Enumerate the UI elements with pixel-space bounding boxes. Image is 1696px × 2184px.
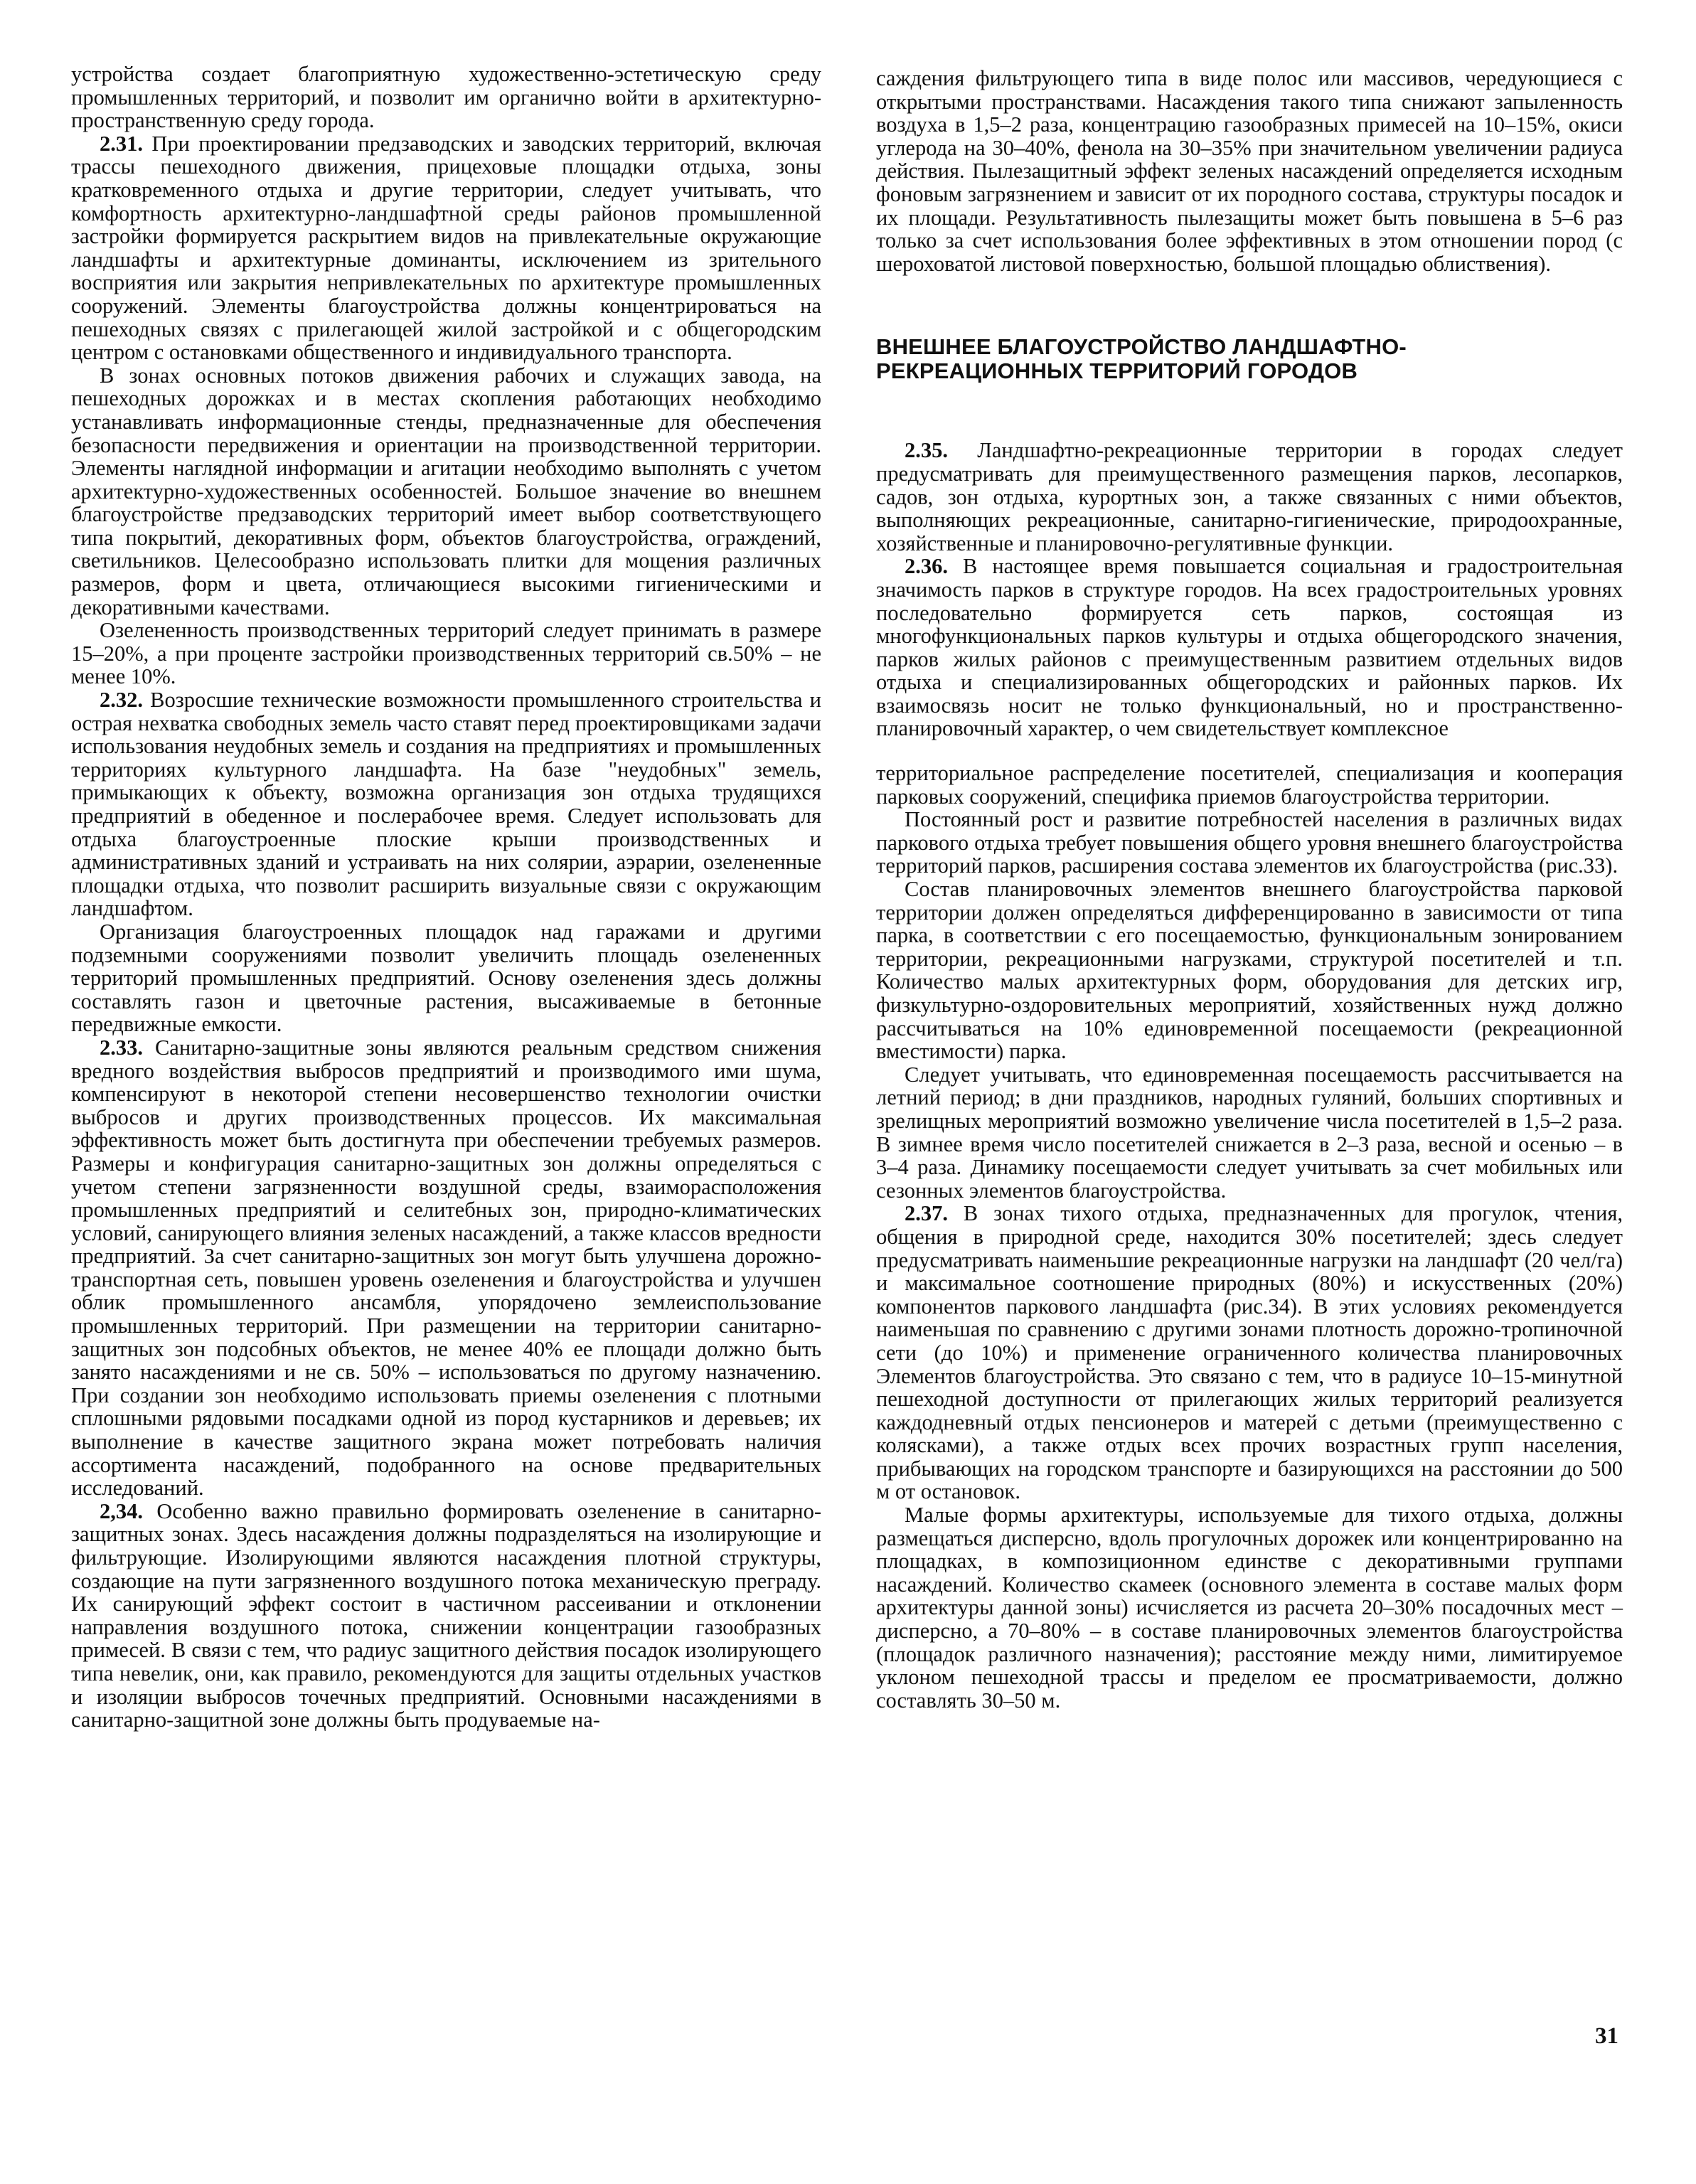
- paragraph: [876, 555, 1623, 740]
- clause-number: 2.33.: [100, 1035, 143, 1060]
- paragraph-text: В настоящее время повышается социальная и градостроительная значимость парков в структуре городов. На всех градостроительных уровнях последовательно формируется сеть парков, состоящая из многофункциональных парков культуры и отдыха общегородского значения, парков жилых районов с преимущественным развитием отдельных видов отдыха и специализированных общегородских и районных парков. Их взаимосвязь носит не только функциональный, но и пространственно-планировочный характер, о чем свидетельствует комплексное: [876, 554, 1623, 741]
- paragraph-text: Состав планировочных элементов внешнего благоустройства парковой территории должен определяться дифференцированно в зависимости от типа парка, в соответствии с его посещаемостью, функциональным зонированием территории, рекреационными нагрузками, структурой посетителей и т.п. Количество малых архитектурных форм, оборудования для детских игр, физкультурно-оздоровительных мероприятий, хозяйственных нужд должно рассчитываться на 10% единовременной посещаемости (рекреационной вместимости) парка.: [876, 877, 1623, 1064]
- column-break-gap: [876, 740, 1623, 762]
- paragraph: [71, 920, 821, 1036]
- paragraph: [71, 619, 821, 688]
- paragraph-text: Озелененность производственных территорий следует принимать в размере 15–20%, а при проценте застройки производственных территорий св.50% – не менее 10%.: [71, 618, 821, 689]
- paragraph: [71, 364, 821, 619]
- right-column-top-text: [876, 67, 1623, 275]
- section-heading-line-1: ВНЕШНЕЕ БЛАГОУСТРОЙСТВО ЛАНДШАФТНО-: [876, 334, 1407, 360]
- paragraph: [71, 63, 821, 132]
- clause-number: 2.31.: [100, 131, 143, 156]
- paragraph: [876, 1503, 1623, 1712]
- paragraph: [71, 1500, 821, 1732]
- clause-number: 2,34.: [100, 1498, 143, 1523]
- clause-number: 2.36.: [905, 554, 948, 579]
- paragraph-text: Особенно важно правильно формировать озеленение в санитарно-защитных зонах. Здесь насаждения должны подразделяться на изолирующие и фильтрующие. Изолирующими являются насаждения плотной структуры, создающие на пути загрязненного воздушного потока механическую преграду. Их санирующий эффект состоит в частичном рассеивании и отклонении направления воздушного потока, снижении концентрации газообразных примесей. В связи с тем, что радиус защитного действия посадок изолирующего типа невелик, они, как правило, рекомендуются для защиты отдельных участков и изоляции выбросов точечных предприятий. Основными насаждениями в санитарно-защитной зоне должны быть продуваемые на-: [71, 1498, 821, 1732]
- paragraph: [876, 1202, 1623, 1503]
- paragraph-text: При проектировании предзаводских и заводских территорий, включая трассы пешеходного движения, прицеховые площадки отдыха, зоны кратковременного отдыха и другие территории, следует учитывать, что комфортность архитектурно-ландшафтной среды районов промышленной застройки формируется раскрытием видов на привлекательные окружающие ландшафты и архитектурные доминанты, исключением из зрительного восприятия или закрытия непривлекательных по архитектуре промышленных сооружений. Элементы благоустройства должны концентрироваться на пешеходных связях с прилегающей жилой застройкой и с общегородским центром с остановками общественного и индивидуального транспорта.: [71, 131, 821, 365]
- clause-number: 2.35.: [905, 438, 948, 463]
- paragraph: [876, 878, 1623, 1063]
- paragraph: [876, 762, 1623, 808]
- left-column: [71, 63, 821, 1732]
- section-heading: [876, 335, 1623, 383]
- paragraph-text: Возросшие технические возможности промышленного строительства и острая нехватка свободных земель часто ставят перед проектировщиками задачи использования неудобных земель и создания на предприятиях и промышленных территориях культурного ландшафта. На базе "неудобных" земель, примыкающих к объекту, возможна организация зон отдыха трудящихся предприятий в обеденное и послерабочее время. Следует использовать для отдыха благоустроенные плоские крыши производственных и административных зданий и устраивать на них солярии, аэрарии, озелененные площадки отдыха, что позволит расширить визуальные связи с окружающим ландшафтом.: [71, 688, 821, 921]
- paragraph: [71, 1036, 821, 1500]
- paragraph-text: территориальное распределение посетителей, специализация и кооперация парковых сооружений, специфика приемов благоустройства территории.: [876, 761, 1623, 809]
- clause-number: 2.32.: [100, 688, 143, 713]
- paragraph-text: Организация благоустроенных площадок над гаражами и другими подземными сооружениями позволит увеличить площадь озелененных территорий промышленных предприятий. Основу озеленения здесь должны составлять газон и цветочные растения, высаживаемые в бетонные передвижные емкости.: [71, 919, 821, 1037]
- paragraph: [876, 439, 1623, 555]
- paragraph: [876, 808, 1623, 878]
- paragraph: [876, 67, 1623, 275]
- clause-number: 2.37.: [905, 1201, 948, 1226]
- right-column: [876, 67, 1623, 1712]
- paragraph-text: В зонах тихого отдыха, предназначенных для прогулок, чтения, общения в природной среде, находится 30% посетителей; здесь следует предусматривать наименьшие рекреационные нагрузки на ландшафт (20 чел/га) и максимальное соотношение природных (80%) и искусственных (20%) компонентов паркового ландшафта (рис.34). В этих условиях рекомендуется наименьшая по сравнению с другими зонами плотность дорожно-тропиночной сети (до 10%) и применение ограниченного количества планировочных Элементов благоустройства. Это связано с тем, что в радиусе 10–15-минутной пешеходной доступности от прилегающих жилых территорий реализуется каждодневный отдых пенсионеров и матерей с детьми (преимущественно с колясками), а также отдых всех прочих возрастных групп населения, прибывающих на городском транспорте и базирующихся на расстоянии до 500 м от остановок.: [876, 1201, 1623, 1504]
- paragraph: [71, 688, 821, 920]
- paragraph-text: саждения фильтрующего типа в виде полос или массивов, чередующиеся с открытыми пространствами. Насаждения такого типа снижают запыленность воздуха в 1,5–2 раза, концентрацию газообразных примесей на 10–15%, окиси углерода на 30–40%, фенола на 30–35% при значительном увеличении радиуса действия. Пылезащитный эффект зеленых насаждений определяется исходным фоновым загрязнением и зависит от их породного состава, структуры посадок и их площади. Результативность пылезащиты может быть повышена в 5–6 раз только за счет использования более эффективных в этом отношении пород (с шероховатой листовой поверхностью, большой площадью облиствения).: [876, 66, 1623, 276]
- page-number: 31: [1595, 2023, 1618, 2049]
- paragraph-text: В зонах основных потоков движения рабочих и служащих завода, на пешеходных дорожках и в местах скопления работающих необходимо устанавливать информационные стенды, предназначенные для обеспечения безопасности передвижения и ориентации на производственной территории. Элементы наглядной информации и агитации необходимо выполнять с учетом архитектурно-художественных особенностей. Большое значение во внешнем благоустройстве предзаводских территорий имеет выбор соответствующего типа покрытий, декоративных форм, объектов благоустройства, ограждений, светильников. Целесообразно использовать плитки для мощения различных размеров, форм и цвета, отличающиеся высокими гигиеническими и декоративными качествами.: [71, 363, 821, 619]
- paragraph-text: Ландшафтно-рекреационные территории в городах следует предусматривать для преимущественного размещения парков, лесопарков, садов, зон отдыха, курортных зон, а также связанных с ними объектов, выполняющих рекреационные, санитарно-гигиенические, природоохранные, хозяйственные и планировочно-регулятивные функции.: [876, 438, 1623, 555]
- paragraph-text: Постоянный рост и развитие потребностей населения в различных видах паркового отдыха требует повышения общего уровня внешнего благоустройства территорий парков, расширения состава элементов их благоустройства (рис.33).: [876, 807, 1623, 878]
- paragraph-text: устройства создает благоприятную художественно-эстетическую среду промышленных территорий, и позволит им органично войти в архитектурно-пространственную среду города.: [71, 62, 821, 133]
- paragraph: [876, 1063, 1623, 1203]
- right-column-bottom-text: [876, 439, 1623, 1712]
- paragraph-text: Малые формы архитектуры, используемые для тихого отдыха, должны размещаться дисперсно, вдоль прогулочных дорожек или концентрированно на площадках, в композиционном единстве с декоративными группами насаждений. Количество скамеек (основного элемента в составе малых форм архитектуры данной зоны) исчисляется из расчета 20–30% посадочных мест – дисперсно, а 70–80% – в составе планировочных элементов благоустройства (площадок различного назначения); расстояние между ними, лимитируемое уклоном пешеходной трассы и пределом ее просматриваемости, должно составлять 30–50 м.: [876, 1503, 1623, 1712]
- paragraph-text: Следует учитывать, что единовременная посещаемость рассчитывается на летний период; в дни праздников, народных гуляний, больших спортивных и зрелищных мероприятий возможно увеличение числа посетителей в 1,5–2 раза. В зимнее время число посетителей снижается в 2–3 раза, весной и осенью – в 3–4 раза. Динамику посещаемости следует учитывать за счет мобильных или сезонных элементов благоустройства.: [876, 1062, 1623, 1203]
- paragraph-text: Санитарно-защитные зоны являются реальным средством снижения вредного воздействия выбросов предприятий и производимого ими шума, компенсируют в некоторой степени несовершенство технологии очистки выбросов и других производственных процессов. Их максимальная эффективность может быть достигнута при обеспечении требуемых размеров. Размеры и конфигурация санитарно-защитных зон должны определяться с учетом степени загрязненности воздушной среды, взаиморасположения промышленных предприятий и селитебных зон, природно-климатических условий, санирующего влияния зеленых насаждений, а также классов вредности предприятий. За счет санитарно-защитных зон могут быть улучшена дорожно-транспортная сеть, повышен уровень озеленения и благоустройства и улучшен облик промышленного ансамбля, упорядочено землеиспользование промышленных территорий. При размещении на территории санитарно-защитных зон подсобных объектов, не менее 40% ее площади должно быть занято насаждениями и не св. 50% – использоваться по другому назначению. При создании зон необходимо использовать приемы озеленения с плотными сплошными рядовыми посадками одной из пород кустарников и деревьев; их выполнение в качестве защитного экрана может потребовать наличия ассортимента насаждений, подобранного на основе предварительных исследований.: [71, 1035, 822, 1501]
- section-heading-line-2: РЕКРЕАЦИОННЫХ ТЕРРИТОРИЙ ГОРОДОВ: [876, 358, 1358, 384]
- paragraph: [71, 132, 821, 364]
